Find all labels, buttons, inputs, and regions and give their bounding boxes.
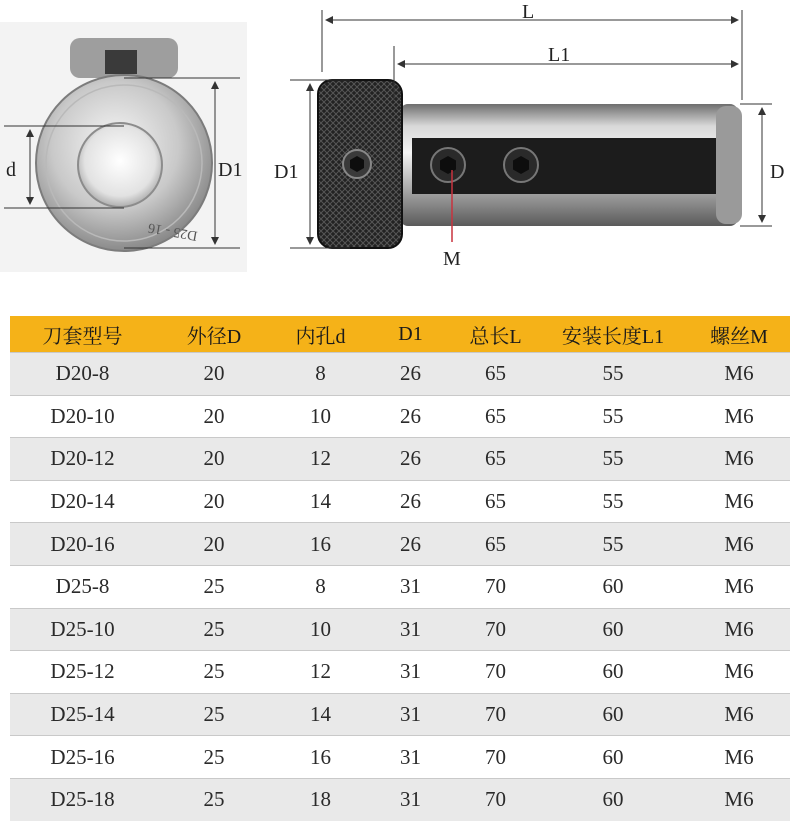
- cell-total-length: 70: [453, 778, 538, 820]
- cell-total-length: 65: [453, 438, 538, 481]
- cell-model: D25-12: [10, 651, 155, 694]
- table-body: [10, 353, 790, 821]
- cell-install-length: 55: [538, 395, 688, 438]
- cell-outer-diameter: 20: [155, 523, 273, 566]
- cell-screw: M6: [688, 778, 790, 820]
- cell-total-length: 65: [453, 480, 538, 523]
- product-diagram: [0, 0, 800, 300]
- table-row: [10, 395, 790, 438]
- header-screw: 螺丝M: [688, 316, 790, 353]
- cell-inner-bore: 8: [273, 353, 368, 396]
- cell-outer-diameter: 20: [155, 480, 273, 523]
- cell-screw: M6: [688, 651, 790, 694]
- cell-D1: 26: [368, 438, 453, 481]
- table-row: [10, 523, 790, 566]
- header-D1: D1: [368, 316, 453, 353]
- table-row: [10, 651, 790, 694]
- cell-D1: 31: [368, 778, 453, 820]
- cell-D1: 26: [368, 395, 453, 438]
- cell-inner-bore: 10: [273, 395, 368, 438]
- cell-inner-bore: 10: [273, 608, 368, 651]
- cell-outer-diameter: 20: [155, 438, 273, 481]
- label-D1-right: D1: [274, 161, 299, 183]
- cell-model: D20-14: [10, 480, 155, 523]
- table-row: [10, 778, 790, 820]
- cell-screw: M6: [688, 480, 790, 523]
- cell-D1: 26: [368, 480, 453, 523]
- cell-D1: 31: [368, 693, 453, 736]
- header-install-length: 安装长度L1: [538, 316, 688, 353]
- cell-total-length: 70: [453, 565, 538, 608]
- cell-install-length: 60: [538, 565, 688, 608]
- cell-outer-diameter: 20: [155, 353, 273, 396]
- cell-model: D20-8: [10, 353, 155, 396]
- cell-inner-bore: 16: [273, 523, 368, 566]
- table-row: [10, 480, 790, 523]
- label-M: M: [443, 248, 461, 270]
- product-figure: [0, 0, 800, 300]
- cell-screw: M6: [688, 438, 790, 481]
- cell-install-length: 55: [538, 480, 688, 523]
- cell-total-length: 70: [453, 736, 538, 779]
- cell-screw: M6: [688, 693, 790, 736]
- spec-table: [10, 316, 790, 821]
- cell-outer-diameter: 25: [155, 693, 273, 736]
- label-L: L: [522, 1, 535, 23]
- table-row: [10, 353, 790, 396]
- cell-inner-bore: 18: [273, 778, 368, 820]
- cell-inner-bore: 14: [273, 480, 368, 523]
- cell-install-length: 55: [538, 353, 688, 396]
- cell-outer-diameter: 25: [155, 736, 273, 779]
- table-row: [10, 736, 790, 779]
- cell-outer-diameter: 25: [155, 778, 273, 820]
- cell-screw: M6: [688, 395, 790, 438]
- cell-model: D20-10: [10, 395, 155, 438]
- cell-install-length: 60: [538, 693, 688, 736]
- header-inner-bore: 内孔d: [273, 316, 368, 353]
- header-model: 刀套型号: [10, 316, 155, 353]
- cell-install-length: 55: [538, 438, 688, 481]
- cell-install-length: 60: [538, 651, 688, 694]
- cell-model: D20-16: [10, 523, 155, 566]
- sleeve-end-view: [0, 22, 247, 272]
- cell-D1: 26: [368, 523, 453, 566]
- cell-install-length: 55: [538, 523, 688, 566]
- cell-inner-bore: 8: [273, 565, 368, 608]
- table-row: [10, 693, 790, 736]
- cell-inner-bore: 12: [273, 651, 368, 694]
- cell-screw: M6: [688, 736, 790, 779]
- cell-install-length: 60: [538, 778, 688, 820]
- cell-D1: 31: [368, 736, 453, 779]
- cell-outer-diameter: 25: [155, 651, 273, 694]
- cell-outer-diameter: 25: [155, 608, 273, 651]
- cell-model: D20-12: [10, 438, 155, 481]
- label-D1-left: D1: [218, 159, 243, 181]
- cell-total-length: 65: [453, 353, 538, 396]
- cell-screw: M6: [688, 523, 790, 566]
- table-row: [10, 565, 790, 608]
- cell-D1: 26: [368, 353, 453, 396]
- cell-D1: 31: [368, 651, 453, 694]
- sleeve-side-view: [274, 1, 784, 270]
- header-outer-diameter: 外径D: [155, 316, 273, 353]
- cell-screw: M6: [688, 565, 790, 608]
- cell-install-length: 60: [538, 736, 688, 779]
- cell-total-length: 70: [453, 608, 538, 651]
- label-d: d: [6, 159, 16, 181]
- cell-inner-bore: 16: [273, 736, 368, 779]
- cell-screw: M6: [688, 353, 790, 396]
- cell-total-length: 65: [453, 523, 538, 566]
- cell-outer-diameter: 20: [155, 395, 273, 438]
- table-header-row: [10, 316, 790, 353]
- cell-install-length: 60: [538, 608, 688, 651]
- cell-model: D25-18: [10, 778, 155, 820]
- cell-total-length: 70: [453, 693, 538, 736]
- label-L1: L1: [548, 44, 571, 66]
- table-row: [10, 438, 790, 481]
- cell-total-length: 65: [453, 395, 538, 438]
- label-D: D: [770, 161, 785, 183]
- cell-model: D25-8: [10, 565, 155, 608]
- cell-outer-diameter: 25: [155, 565, 273, 608]
- cell-inner-bore: 12: [273, 438, 368, 481]
- header-total-length: 总长L: [453, 316, 538, 353]
- cell-model: D25-16: [10, 736, 155, 779]
- cell-D1: 31: [368, 608, 453, 651]
- cell-inner-bore: 14: [273, 693, 368, 736]
- cell-model: D25-14: [10, 693, 155, 736]
- table-row: [10, 608, 790, 651]
- engraving-text: D25 - 16: [147, 219, 199, 243]
- cell-model: D25-10: [10, 608, 155, 651]
- cell-D1: 31: [368, 565, 453, 608]
- cell-total-length: 70: [453, 651, 538, 694]
- cell-screw: M6: [688, 608, 790, 651]
